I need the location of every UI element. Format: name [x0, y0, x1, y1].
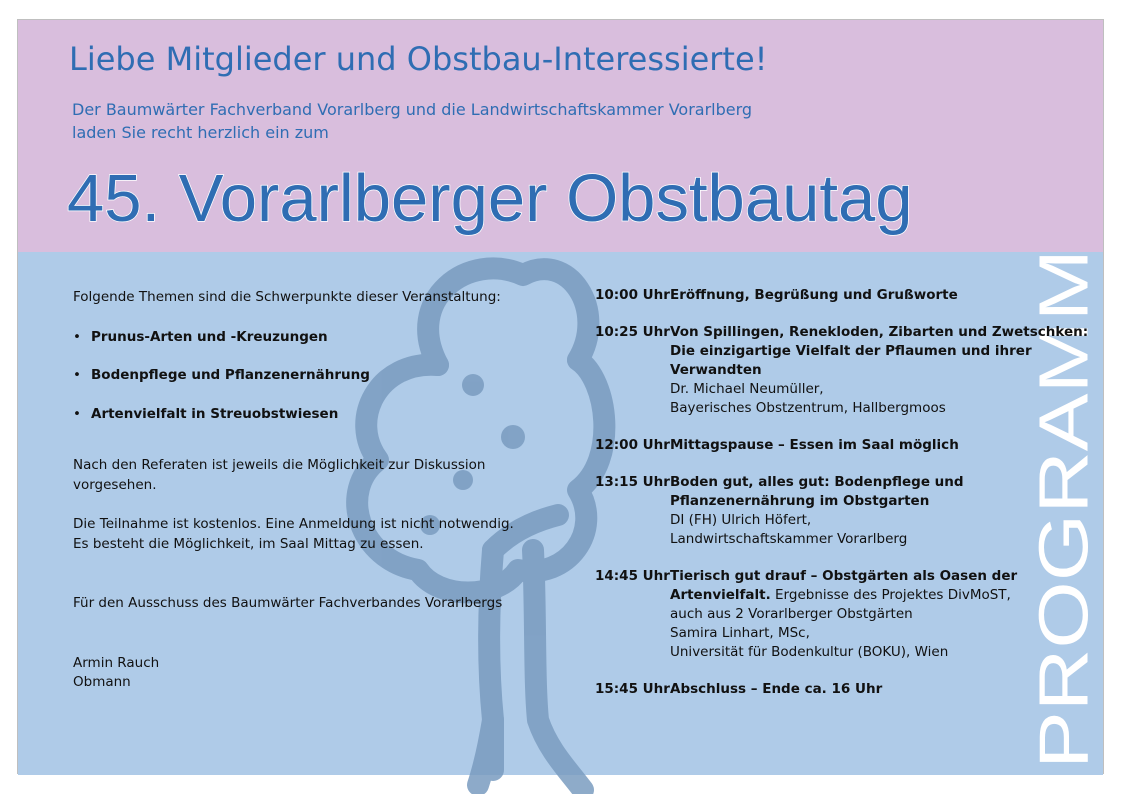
slot-speaker: Dr. Michael Neumüller,	[670, 381, 824, 397]
slot-description	[670, 567, 1045, 662]
programm-text: PROGRAMM	[1024, 349, 1103, 769]
greeting-heading: Liebe Mitglieder und Obstbau-Interessierte!	[69, 40, 768, 78]
discussion-text: Nach den Referaten ist jeweils die Möglichkeit zur Diskussion	[73, 457, 486, 473]
header-band	[18, 20, 1103, 252]
schedule-slot	[595, 473, 1045, 549]
list-item: • Artenvielfalt in Streuobstwiesen	[73, 405, 513, 425]
slot-title: Mittagspause – Essen im Saal möglich	[670, 437, 959, 453]
left-column	[73, 288, 513, 693]
schedule-slot	[595, 323, 1089, 418]
slot-description	[670, 680, 1045, 699]
fee-text: Es besteht die Möglichkeit, im Saal Mittag zu essen.	[73, 535, 424, 552]
discussion-text: vorgesehen.	[73, 476, 157, 493]
intro-line: laden Sie recht herzlich ein zum	[72, 123, 329, 142]
slot-title: Verwandten	[670, 362, 762, 378]
slot-title: Die einzigartige Vielfalt der Pflaumen und ihrer	[670, 343, 1032, 359]
slot-description	[670, 286, 1045, 305]
slot-title-bold: Artenvielfalt.	[670, 587, 771, 603]
slot-speaker: Samira Linhart, MSc,	[670, 625, 810, 641]
invitation-sheet	[17, 19, 1104, 774]
schedule-slot	[595, 680, 1045, 699]
fee-text: Die Teilnahme ist kostenlos. Eine Anmeldung ist nicht notwendig.	[73, 516, 514, 532]
slot-time: 14:45 Uhr	[595, 568, 670, 584]
slot-affiliation: Bayerisches Obstzentrum, Hallbergmoos	[670, 400, 946, 416]
slot-time: 10:00 Uhr	[595, 287, 670, 303]
slot-affiliation: Universität für Bodenkultur (BOKU), Wien	[670, 644, 949, 660]
schedule-slot	[595, 286, 1045, 305]
slot-title: Pflanzenernährung im Obstgarten	[670, 493, 930, 509]
slot-time: 12:00 Uhr	[595, 437, 670, 453]
committee-text: Für den Ausschuss des Baumwärter Fachverbandes Vorarlbergs	[73, 595, 503, 611]
slot-title: Von Spillingen, Renekloden, Zibarten und Zwetschken:	[670, 324, 1089, 340]
slot-description	[670, 473, 1045, 549]
slot-title: Abschluss – Ende ca. 16 Uhr	[670, 681, 883, 697]
slot-detail: auch aus 2 Vorarlberger Obstgärten	[670, 606, 913, 622]
slot-time: 10:25 Uhr	[595, 324, 670, 340]
topics-list	[73, 328, 513, 425]
slot-title-rest: Ergebnisse des Projektes DivMoST,	[770, 587, 1011, 603]
signer-name: Armin Rauch	[73, 654, 160, 671]
slot-title-mixed	[670, 586, 1045, 605]
slot-description	[670, 323, 1088, 418]
list-item: • Prunus-Arten und -Kreuzungen	[73, 328, 513, 348]
list-item: • Bodenpflege und Pflanzenernährung	[73, 366, 513, 386]
topics-intro: Folgende Themen sind die Schwerpunkte dieser Veranstaltung:	[73, 289, 501, 305]
slot-time: 13:15 Uhr	[595, 474, 670, 490]
signer-role: Obmann	[73, 674, 131, 690]
slot-title: Eröffnung, Begrüßung und Grußworte	[670, 287, 958, 303]
slot-speaker: DI (FH) Ulrich Höfert,	[670, 512, 812, 528]
slot-description	[670, 436, 1045, 455]
schedule-slot	[595, 567, 1045, 662]
slot-time: 15:45 Uhr	[595, 681, 670, 697]
event-title: 45. Vorarlberger Obstbautag	[67, 161, 913, 236]
intro-text	[72, 98, 752, 144]
schedule-slot	[595, 436, 1045, 455]
intro-line: Der Baumwärter Fachverband Vorarlberg und die Landwirtschaftskammer Vorarlberg	[72, 100, 753, 119]
slot-affiliation: Landwirtschaftskammer Vorarlberg	[670, 531, 908, 547]
slot-title: Tierisch gut drauf – Obstgärten als Oasen der	[670, 568, 1018, 584]
slot-title: Boden gut, alles gut: Bodenpflege und	[670, 474, 964, 490]
